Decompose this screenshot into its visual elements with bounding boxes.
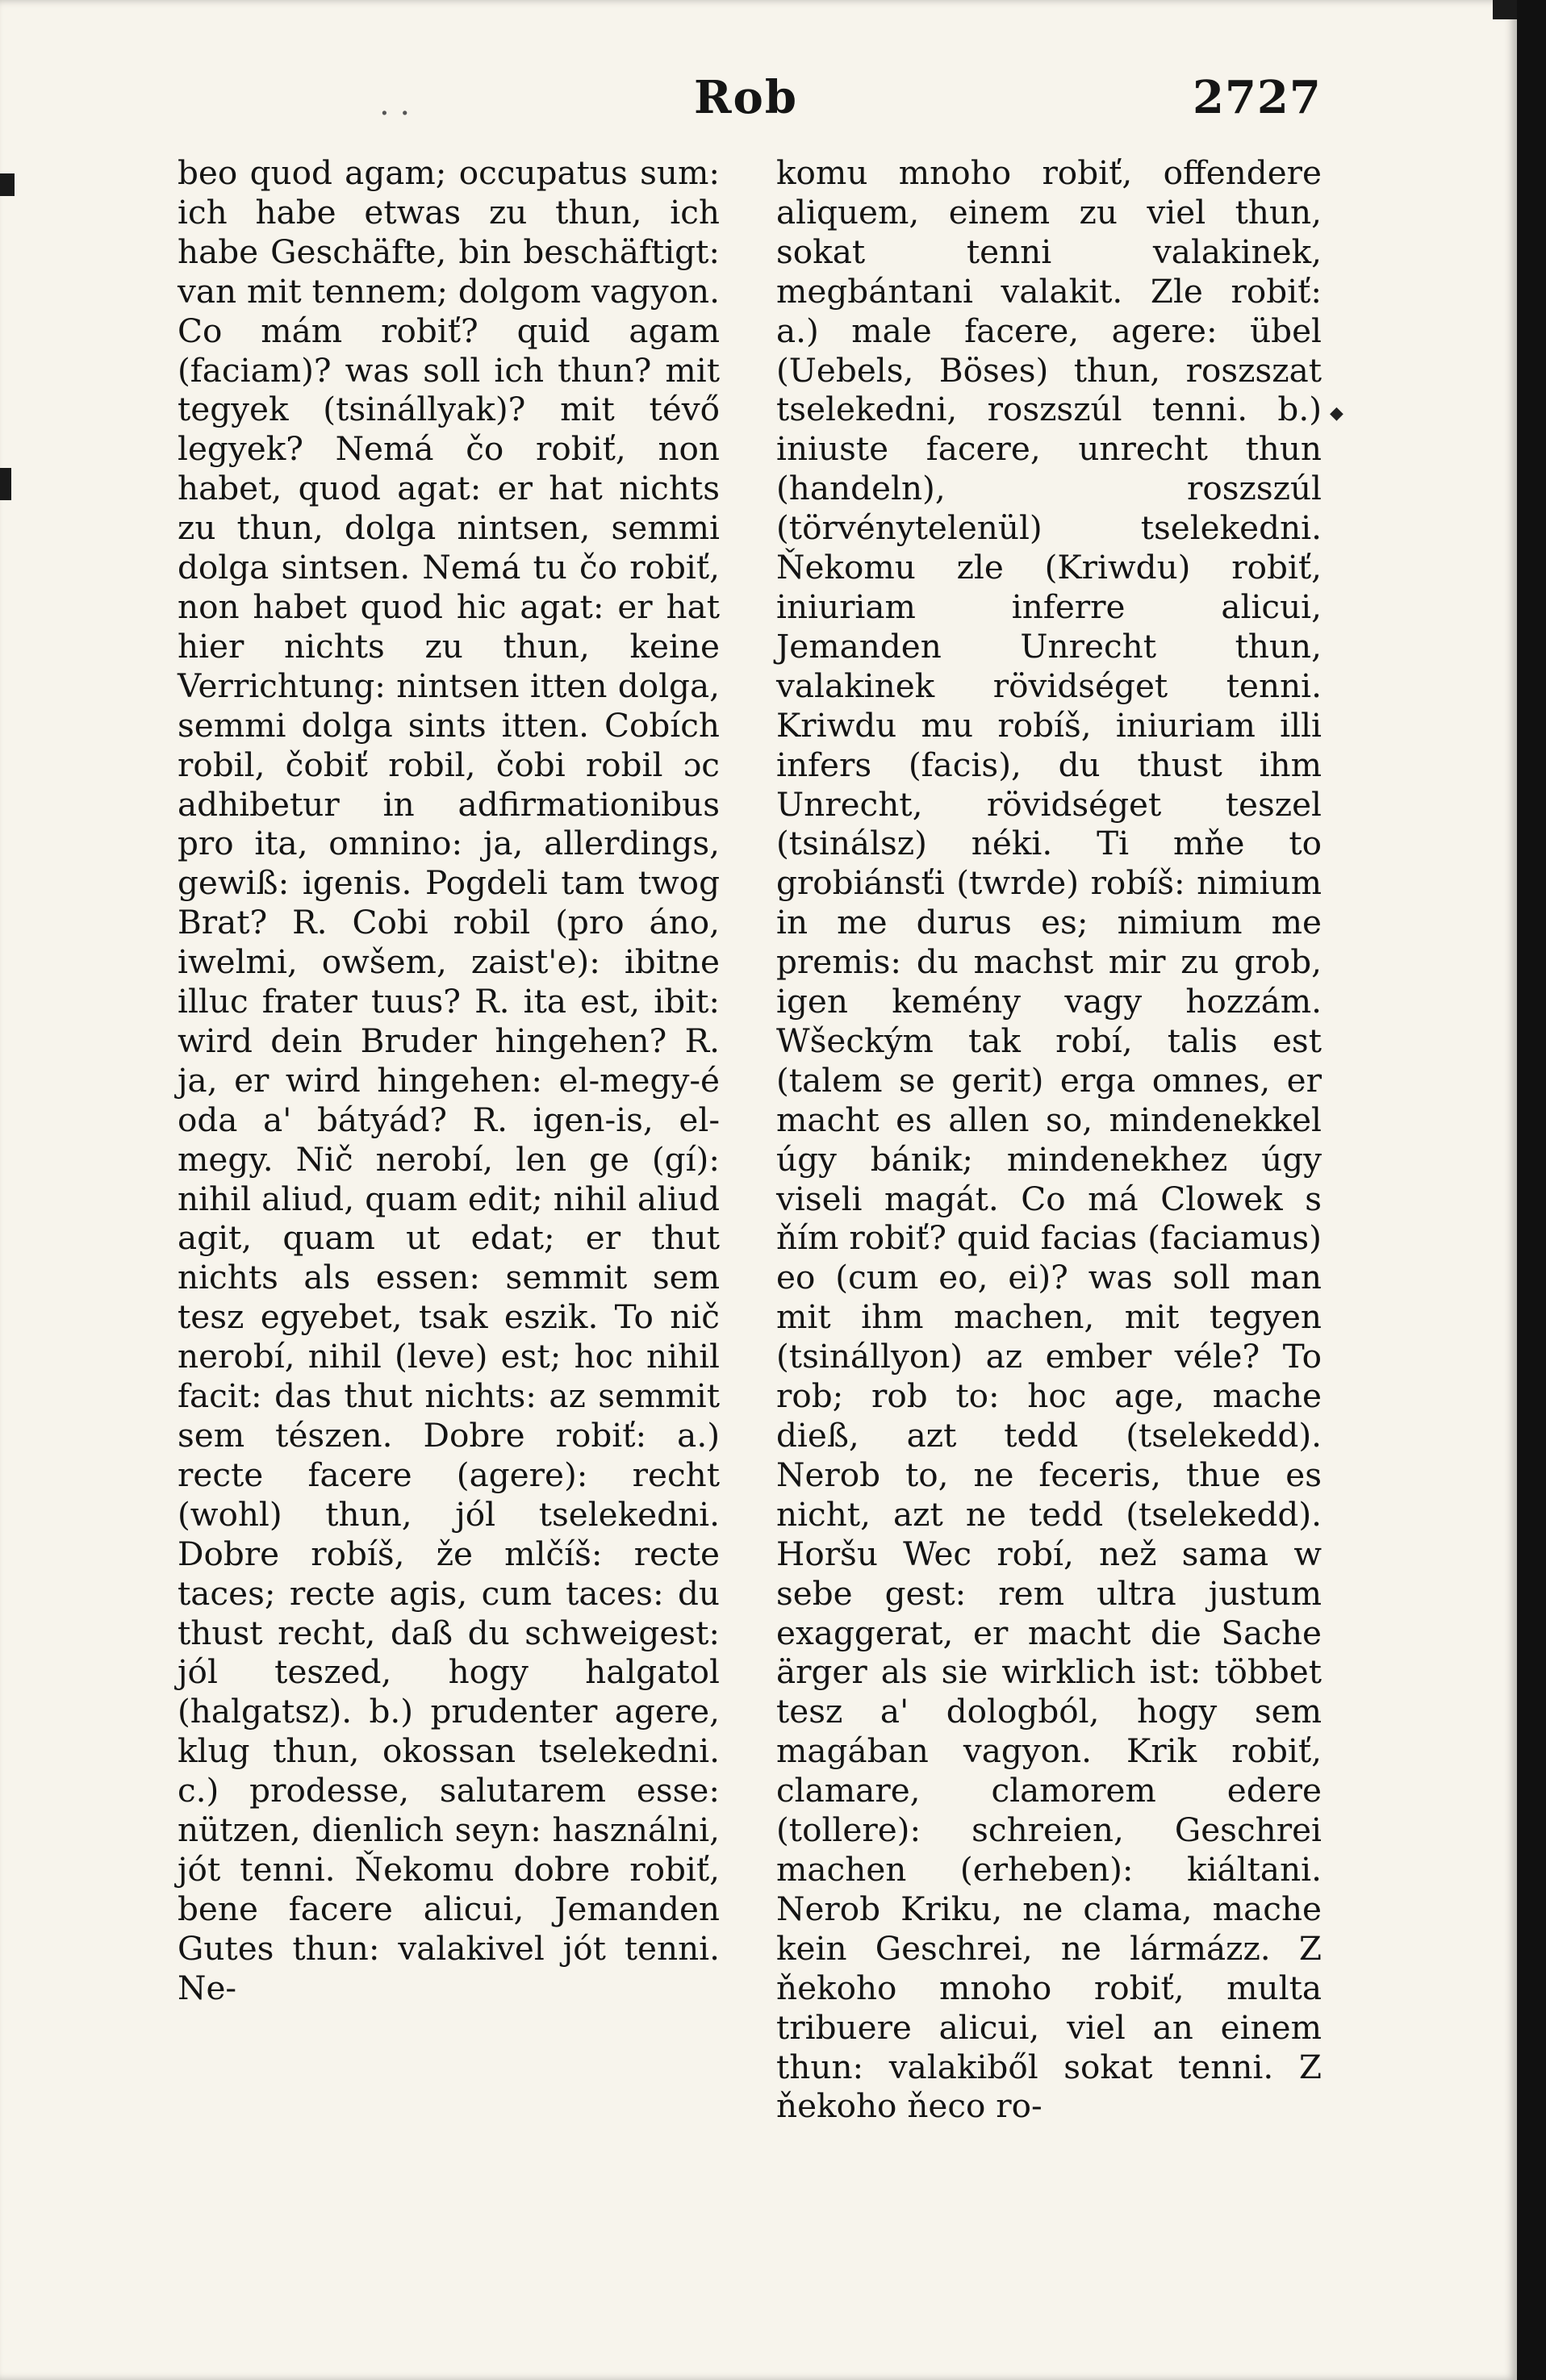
page-number: 2727 bbox=[1193, 71, 1322, 124]
right-column-text: komu mnoho robiť, offendere aliquem, einem zu viel thun, sokat tenni valakinek, megbántani valakit. Zle robiť: a.) male facere, agere: übel (Uebels, Böses) thun, roszszat tselekedni, roszszúl tenni. b.) iniuste facere, unrecht thun (handeln), roszszúl (törvénytelenül) tselekedni. Ňekomu zle (Kriwdu) robiť, iniuriam inferre alicui, Jemanden Unrecht thun, valakinek rövidséget tenni. Kriwdu mu robíš, iniuriam illi infers (facis), du thust ihm Unrecht, rövidséget teszel (tsinálsz) néki. Ti mňe to grobiánsťi (twrde) robíš: nimium in me durus es; nimium me premis: du machst mir zu grob, igen kemény vagy hozzám. Wšeckým tak robí, talis est (talem se gerit) erga omnes, er macht es allen so, mindenekkel úgy bánik; mindenekhez úgy viseli magát. Co má Clowek s ňím robiť? quid facias (faciamus) eo (cum eo, ei)? was soll man mit ihm machen, mit tegyen (tsinállyon) az ember véle? To rob; rob to: hoc age, mache dieß, azt tedd (tselekedd). Nerob to, ne feceris, thue es nicht, azt ne tedd (tselekedd). Horšu Wec robí, než sama w sebe gest: rem ultra justum exaggerat, er macht die Sache ärger als sie wirklich ist: többet tesz a' dologból, hogy sem magában vagyon. Krik robiť, clamare, clamorem edere (tollere): schreien, Geschrei machen (erheben): kiáltani. Nerob Kriku, ne clama, mache kein Geschrei, ne lármázz. Z ňekoho mnoho robiť, multa tribuere alicui, viel an einem thun: valakiből sokat tenni. Z ňekoho ňeco ro- bbox=[776, 153, 1322, 2126]
page-header bbox=[0, 71, 1517, 136]
left-column bbox=[178, 153, 720, 2008]
left-column-text: beo quod agam; occupatus sum: ich habe etwas zu thun, ich habe Geschäfte, bin beschäftigt: van mit tennem; dolgom vagyon. Co mám robiť? quid agam (faciam)? was soll ich thun? mit tegyek (tsinállyak)? mit tévő legyek? Nemá čo robiť, non habet, quod agat: er hat nichts zu thun, dolga nintsen, semmi dolga sintsen. Nemá tu čo robiť, non habet quod hic agat: er hat hier nichts zu thun, keine Verrichtung: nintsen itten dolga, semmi dolga sints itten. Cobích robil, čobiť robil, čobi robil ɔc adhibetur in adfirmationibus pro ita, omnino: ja, allerdings, gewiß: igenis. Pogdeli tam twog Brat? R. Cobi robil (pro áno, iwelmi, owšem, zaist'e): ibitne illuc frater tuus? R. ita est, ibit: wird dein Bruder hingehen? R. ja, er wird hingehen: el-megy-é oda a' bátyád? R. igen-is, el-megy. Nič nerobí, len ge (gí): nihil aliud, quam edit; nihil aliud agit, quam ut edat; er thut nichts als essen: semmit sem tesz egyebet, tsak eszik. To nič nerobí, nihil (leve) est; hoc nihil facit: das thut nichts: az semmit sem tészen. Dobre robiť: a.) recte facere (agere): recht (wohl) thun, jól tselekedni. Dobre robíš, že mlčíš: recte taces; recte agis, cum taces: du thust recht, daß du schweigest: jól teszed, hogy halgatol (halgatsz). b.) prudenter agere, klug thun, okossan tselekedni. c.) prodesse, salutarem esse: nützen, dienlich seyn: használni, jót tenni. Ňekomu dobre robiť, bene facere alicui, Jemanden Gutes thun: valakivel jót tenni. Ne- bbox=[178, 153, 720, 2007]
left-edge-tick bbox=[0, 173, 15, 196]
header-dots: . . bbox=[379, 86, 411, 123]
top-right-corner-mark bbox=[1493, 0, 1517, 19]
running-head: Rob bbox=[694, 71, 799, 124]
right-column bbox=[776, 153, 1322, 2126]
left-edge-tick-2 bbox=[0, 468, 11, 500]
margin-ornament-icon: ◆ bbox=[1330, 403, 1343, 424]
